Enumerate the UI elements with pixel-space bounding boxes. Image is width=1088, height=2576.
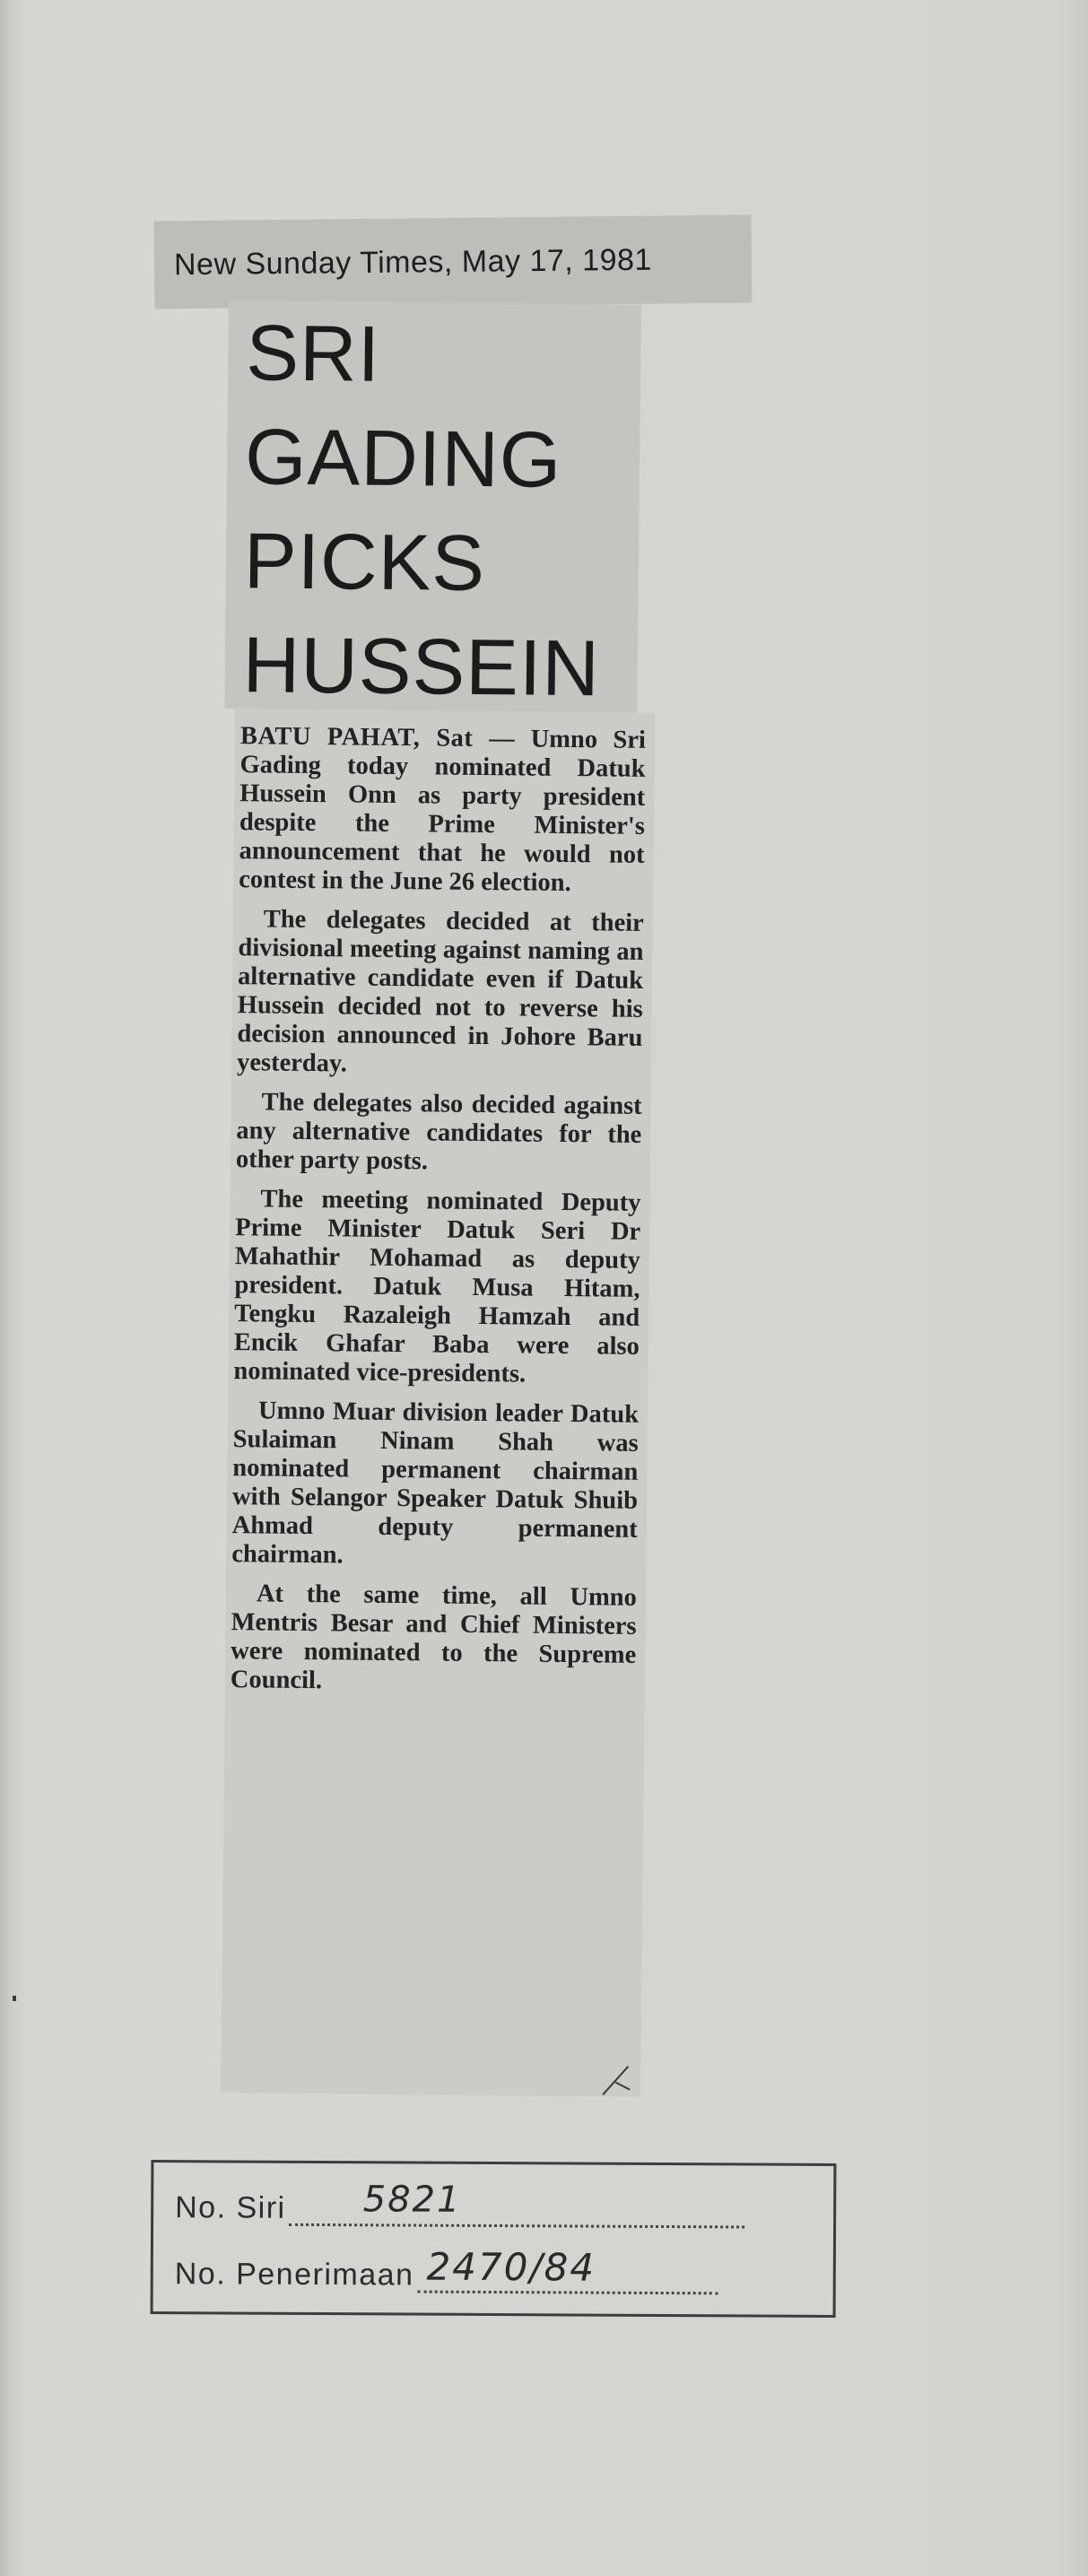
masthead-text: New Sunday Times, May 17, 1981 (173, 242, 653, 282)
siri-label: No. Siri (175, 2190, 286, 2225)
newspaper-masthead-strip (154, 215, 753, 309)
newspaper-clipping (210, 300, 647, 2097)
record-row-penerimaan (174, 2244, 718, 2294)
article-paragraph: The meeting nominated Deputy Prime Minister Datuk Seri Dr Mahathir Mohamad as deputy president. Datuk Musa Hitam, Tengku Razaleigh Hamzah and Encik Ghafar Baba were also nominated vice-presidents. (233, 1185, 641, 1388)
article-paragraph (239, 722, 646, 899)
record-row-siri (175, 2180, 745, 2228)
headline-line: SRI (245, 308, 381, 398)
headline-line: PICKS (243, 516, 486, 608)
siri-fill-line (290, 2179, 745, 2229)
penerimaan-handwritten-value: 2470/84 (426, 2244, 596, 2290)
article-paragraph: The delegates also decided against any alternative candidates for the other party posts. (235, 1088, 642, 1176)
article-paragraph: At the same time, all Umno Mentris Besar and Chief Ministers were nominated to the Supreme Council. (230, 1580, 638, 1695)
page-speck (13, 1996, 16, 2001)
penerimaan-fill-line (417, 2244, 718, 2295)
headline-line: GADING (244, 412, 562, 504)
article-headline (242, 300, 604, 720)
article-dateline: BATU PAHAT, Sat — (239, 722, 516, 753)
siri-handwritten-value: 5821 (362, 2179, 462, 2221)
article-paragraph-text: Umno Sri Gading today nominated Datuk Hussein Onn as party president despite the Prime Minister's announcement that he would not contest in the June 26 election. (239, 725, 647, 898)
headline-line: HUSSEIN (242, 620, 601, 713)
pencil-tick-mark (597, 2062, 633, 2098)
article-body (231, 722, 646, 1710)
article-paragraph: The delegates decided at their divisional meeting against naming an alternative candidate even if Datuk Hussein decided not to reverse his decision announced in Johore Baru yesterday. (236, 905, 644, 1078)
penerimaan-label: No. Penerimaan (174, 2257, 414, 2293)
article-paragraph: Umno Muar division leader Datuk Sulaiman Ninam Shah was nominated permanent chairman with Selangor Speaker Datuk Shuib Ahmad deputy permanent chairman. (231, 1397, 640, 1570)
archive-record-box (151, 2160, 837, 2318)
